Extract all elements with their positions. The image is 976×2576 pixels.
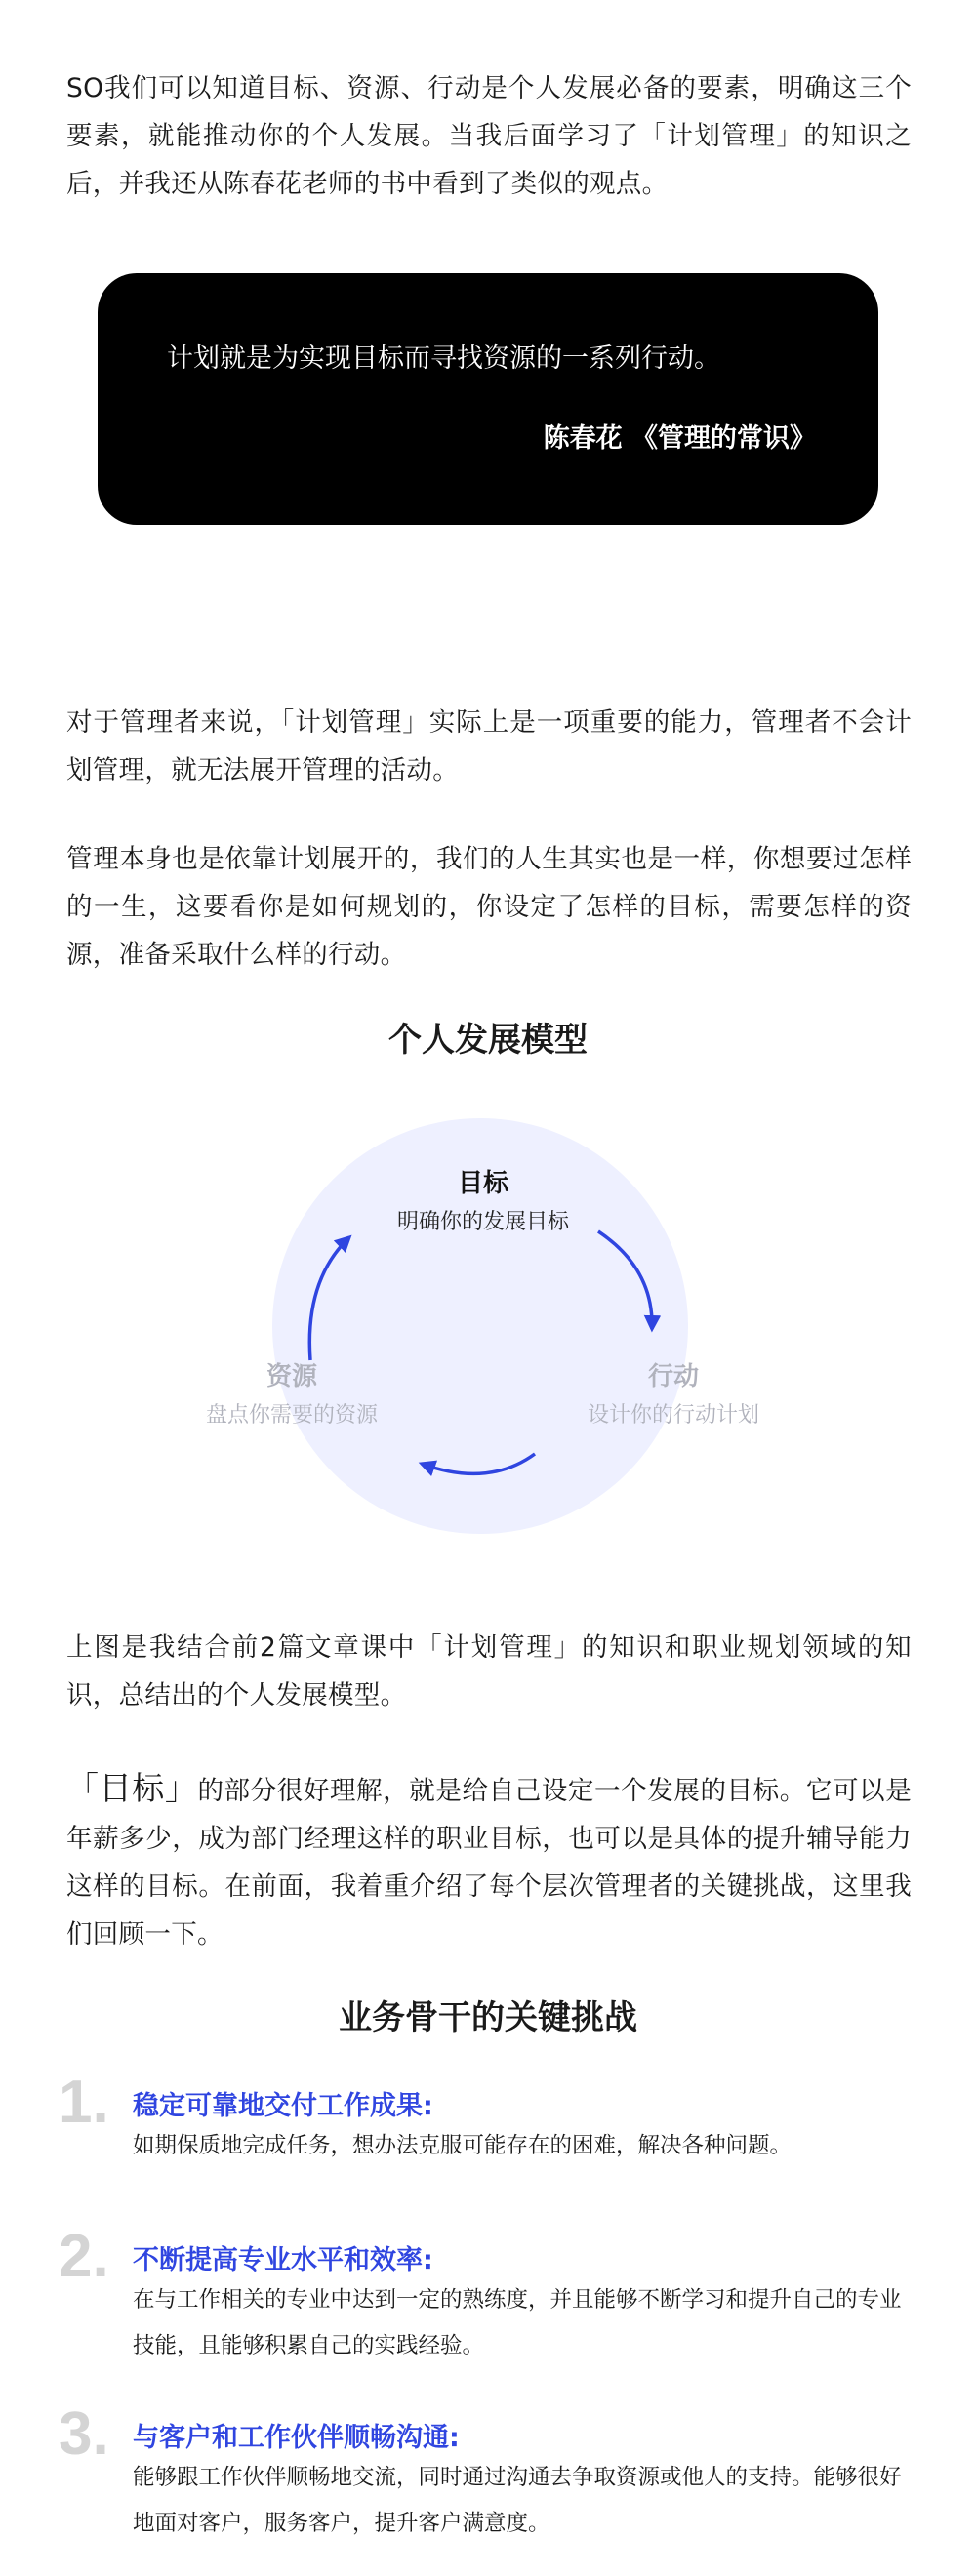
challenge-3-desc: 能够跟工作伙伴顺畅地交流，同时通过沟通去争取资源或他人的支持。能够很好地面对客户，服务客户，提升客户满意度。: [133, 2465, 902, 2536]
challenge-3-number: 3.: [59, 2400, 109, 2468]
model-title: 个人发展模型: [388, 1021, 588, 1060]
challenges-title: 业务骨干的关键挑战: [339, 1998, 637, 2037]
challenge-1-title: 稳定可靠地交付工作成果:: [133, 2091, 433, 2121]
intro-paragraph: SO我们可以知道目标、资源、行动是个人发展必备的要素，明确这三个要素，就能推动你的个人发展。当我后面学习了「计划管理」的知识之后，并我还从陈春花老师的书中看到了类似的观点。: [66, 73, 912, 199]
goal-paragraph: [66, 1764, 912, 1958]
challenge-3-title: 与客户和工作伙伴顺畅沟通:: [133, 2423, 460, 2453]
action-title: 行动: [647, 1362, 699, 1391]
goal-title: 目标: [457, 1169, 508, 1198]
life-plan-paragraph: 管理本身也是依靠计划展开的，我们的人生其实也是一样，你想要过怎样的一生，这要看你是如何规划的，你设定了怎样的目标，需要怎样的资源，准备采取什么样的行动。: [66, 844, 912, 970]
challenge-2-title: 不断提高专业水平和效率:: [133, 2245, 433, 2275]
summary-paragraph: 上图是我结合前2篇文章课中「计划管理」的知识和职业规划领域的知识，总结出的个人发展模型。: [66, 1632, 912, 1711]
quote-source: 陈春花 《管理的常识》: [543, 423, 816, 454]
challenge-2-number: 2.: [59, 2223, 109, 2290]
goal-lead: 「目标」: [66, 1769, 198, 1807]
resource-subtitle: 盘点你需要的资源: [205, 1403, 378, 1428]
action-subtitle: 设计你的行动计划: [587, 1403, 759, 1428]
quote-text: 计划就是为实现目标而寻找资源的一系列行动。: [167, 343, 720, 374]
arrow-action-to-resource: [422, 1454, 535, 1473]
goal-subtitle: 明确你的发展目标: [396, 1210, 569, 1234]
challenge-2-desc: 在与工作相关的专业中达到一定的熟练度，并且能够不断学习和提升自己的专业技能，且能够积累自己的实践经验。: [133, 2287, 902, 2358]
goal-paragraph-text: 的部分很好理解，就是给自己设定一个发展的目标。它可以是年薪多少，成为部门经理这样的职业目标，也可以是具体的提升辅导能力这样的目标。在前面，我着重介绍了每个层次管理者的关键挑战，这里我们回顾一下。: [66, 1776, 912, 1950]
challenge-1-desc: 如期保质地完成任务，想办法克服可能存在的困难，解决各种问题。: [133, 2133, 793, 2158]
arrow-goal-to-action: [598, 1231, 652, 1329]
resource-title: 资源: [265, 1362, 317, 1391]
arrow-resource-to-goal: [309, 1237, 349, 1360]
challenge-1-number: 1.: [59, 2069, 109, 2136]
manager-paragraph: 对于管理者来说，「计划管理」实际上是一项重要的能力，管理者不会计划管理，就无法展开管理的活动。: [66, 707, 912, 785]
